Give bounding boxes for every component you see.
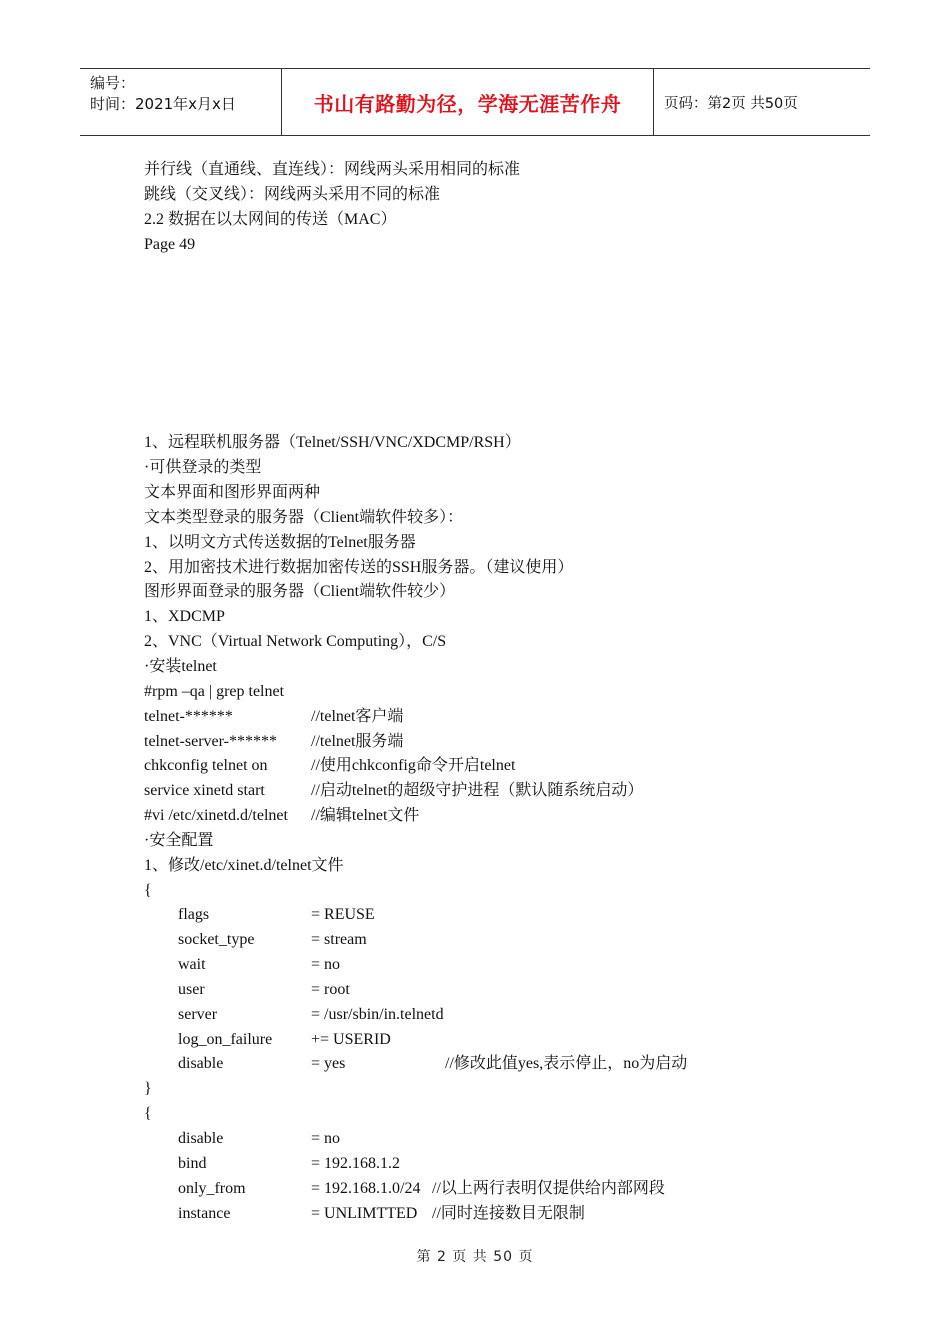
config-key: wait [178,956,206,974]
config-key: log_on_failure [178,1030,273,1048]
command-text: #vi /etc/xinetd.d/telnet [144,807,288,825]
command-row [144,804,844,829]
text-line: 1、修改/etc/xinet.d/telnet文件 [144,856,344,874]
command-row [144,730,844,755]
header-page-number: 页码：第2页 共50页 [664,95,798,112]
text-line: 文本类型登录的服务器（Client端软件较多）： [144,508,464,526]
config-comment: //同时连接数目无限制 [432,1204,585,1222]
document-number: 编号： [90,74,136,92]
config-row [144,1202,844,1227]
config-row [144,1028,844,1053]
config-value: += USERID [311,1030,391,1048]
text-line: Page 49 [144,235,196,253]
text-line: 2、VNC（Virtual Network Computing），C/S [144,633,447,651]
text-line: ·安全配置 [144,831,214,849]
command-comment: //启动telnet的超级守护进程（默认随系统启动） [311,782,644,800]
command-text: telnet-****** [144,707,233,725]
document-body [144,158,844,1226]
text-line: 跳线（交叉线）：网线两头采用不同的标准 [144,185,441,203]
config-key: flags [178,906,210,924]
config-comment: //以上两行表明仅提供给内部网段 [432,1179,665,1197]
command-text: telnet-server-****** [144,732,277,750]
config-row [144,953,844,978]
config-value: = 192.168.1.0/24 [311,1179,421,1197]
text-line: #rpm –qa | grep telnet [144,682,285,700]
text-line: 并行线（直通线、直连线）：网线两头采用相同的标准 [144,161,521,178]
config-row [144,903,844,928]
text-line: ·可供登录的类型 [144,459,262,477]
config-key: only_from [178,1179,246,1197]
text-line: 图形界面登录的服务器（Client端软件较少） [144,583,456,601]
config-comment: //修改此值yes,表示停止，no为启动 [445,1055,688,1073]
config-value: = REUSE [311,906,375,924]
command-row [144,705,844,730]
document-date: 时间：2021年x月x日 [90,95,236,113]
text-line: 1、以明文方式传送数据的Telnet服务器 [144,533,416,551]
text-line: ·安装telnet [144,657,217,675]
config-row [144,1052,844,1077]
config-row [144,1003,844,1028]
command-row [144,779,844,804]
config-value: = yes [311,1055,346,1073]
text-line: 2、用加密技术进行数据加密传送的SSH服务器。（建议使用） [144,558,574,576]
section-heading: 1、远程联机服务器（Telnet/SSH/VNC/XDCMP/RSH） [144,434,521,452]
config-value: = UNLIMTTED [311,1204,418,1222]
page-footer: 第 2 页 共 50 页 [416,1249,534,1265]
config-row [144,1152,844,1177]
config-key: disable [178,1130,224,1147]
command-text: service xinetd start [144,782,265,800]
config-row [144,978,844,1003]
config-key: bind [178,1154,207,1172]
config-row [144,1127,844,1152]
config-value: = 192.168.1.2 [311,1154,401,1172]
command-comment: //编辑telnet文件 [311,807,420,825]
config-value: = root [311,980,350,998]
header-meta [80,69,282,135]
brace-open: { [144,1105,152,1123]
command-comment: //telnet服务端 [311,732,404,750]
text-line: 2.2 数据在以太网间的传送（MAC） [144,210,397,228]
page-header [80,68,870,136]
config-value: = /usr/sbin/in.telnetd [311,1005,444,1023]
text-line: 文本界面和图形界面两种 [144,484,321,502]
config-row [144,1177,844,1202]
header-motto: 书山有路勤为径，学海无涯苦作舟 [282,69,654,135]
command-comment: //telnet客户端 [311,707,404,725]
command-text: chkconfig telnet on [144,757,268,775]
config-value: = stream [311,931,367,949]
config-value: = no [311,956,341,974]
config-key: disable [178,1055,224,1073]
config-key: socket_type [178,931,255,949]
command-row [144,754,844,779]
blank-space [144,257,844,431]
config-key: user [178,980,205,998]
config-key: server [178,1005,218,1023]
config-row [144,928,844,953]
command-comment: //使用chkconfig命令开启telnet [311,757,516,775]
config-key: instance [178,1204,231,1222]
text-line: 1、XDCMP [144,608,225,626]
brace-close: } [144,1080,152,1098]
config-value: = no [311,1130,341,1147]
brace-open: { [144,881,152,899]
